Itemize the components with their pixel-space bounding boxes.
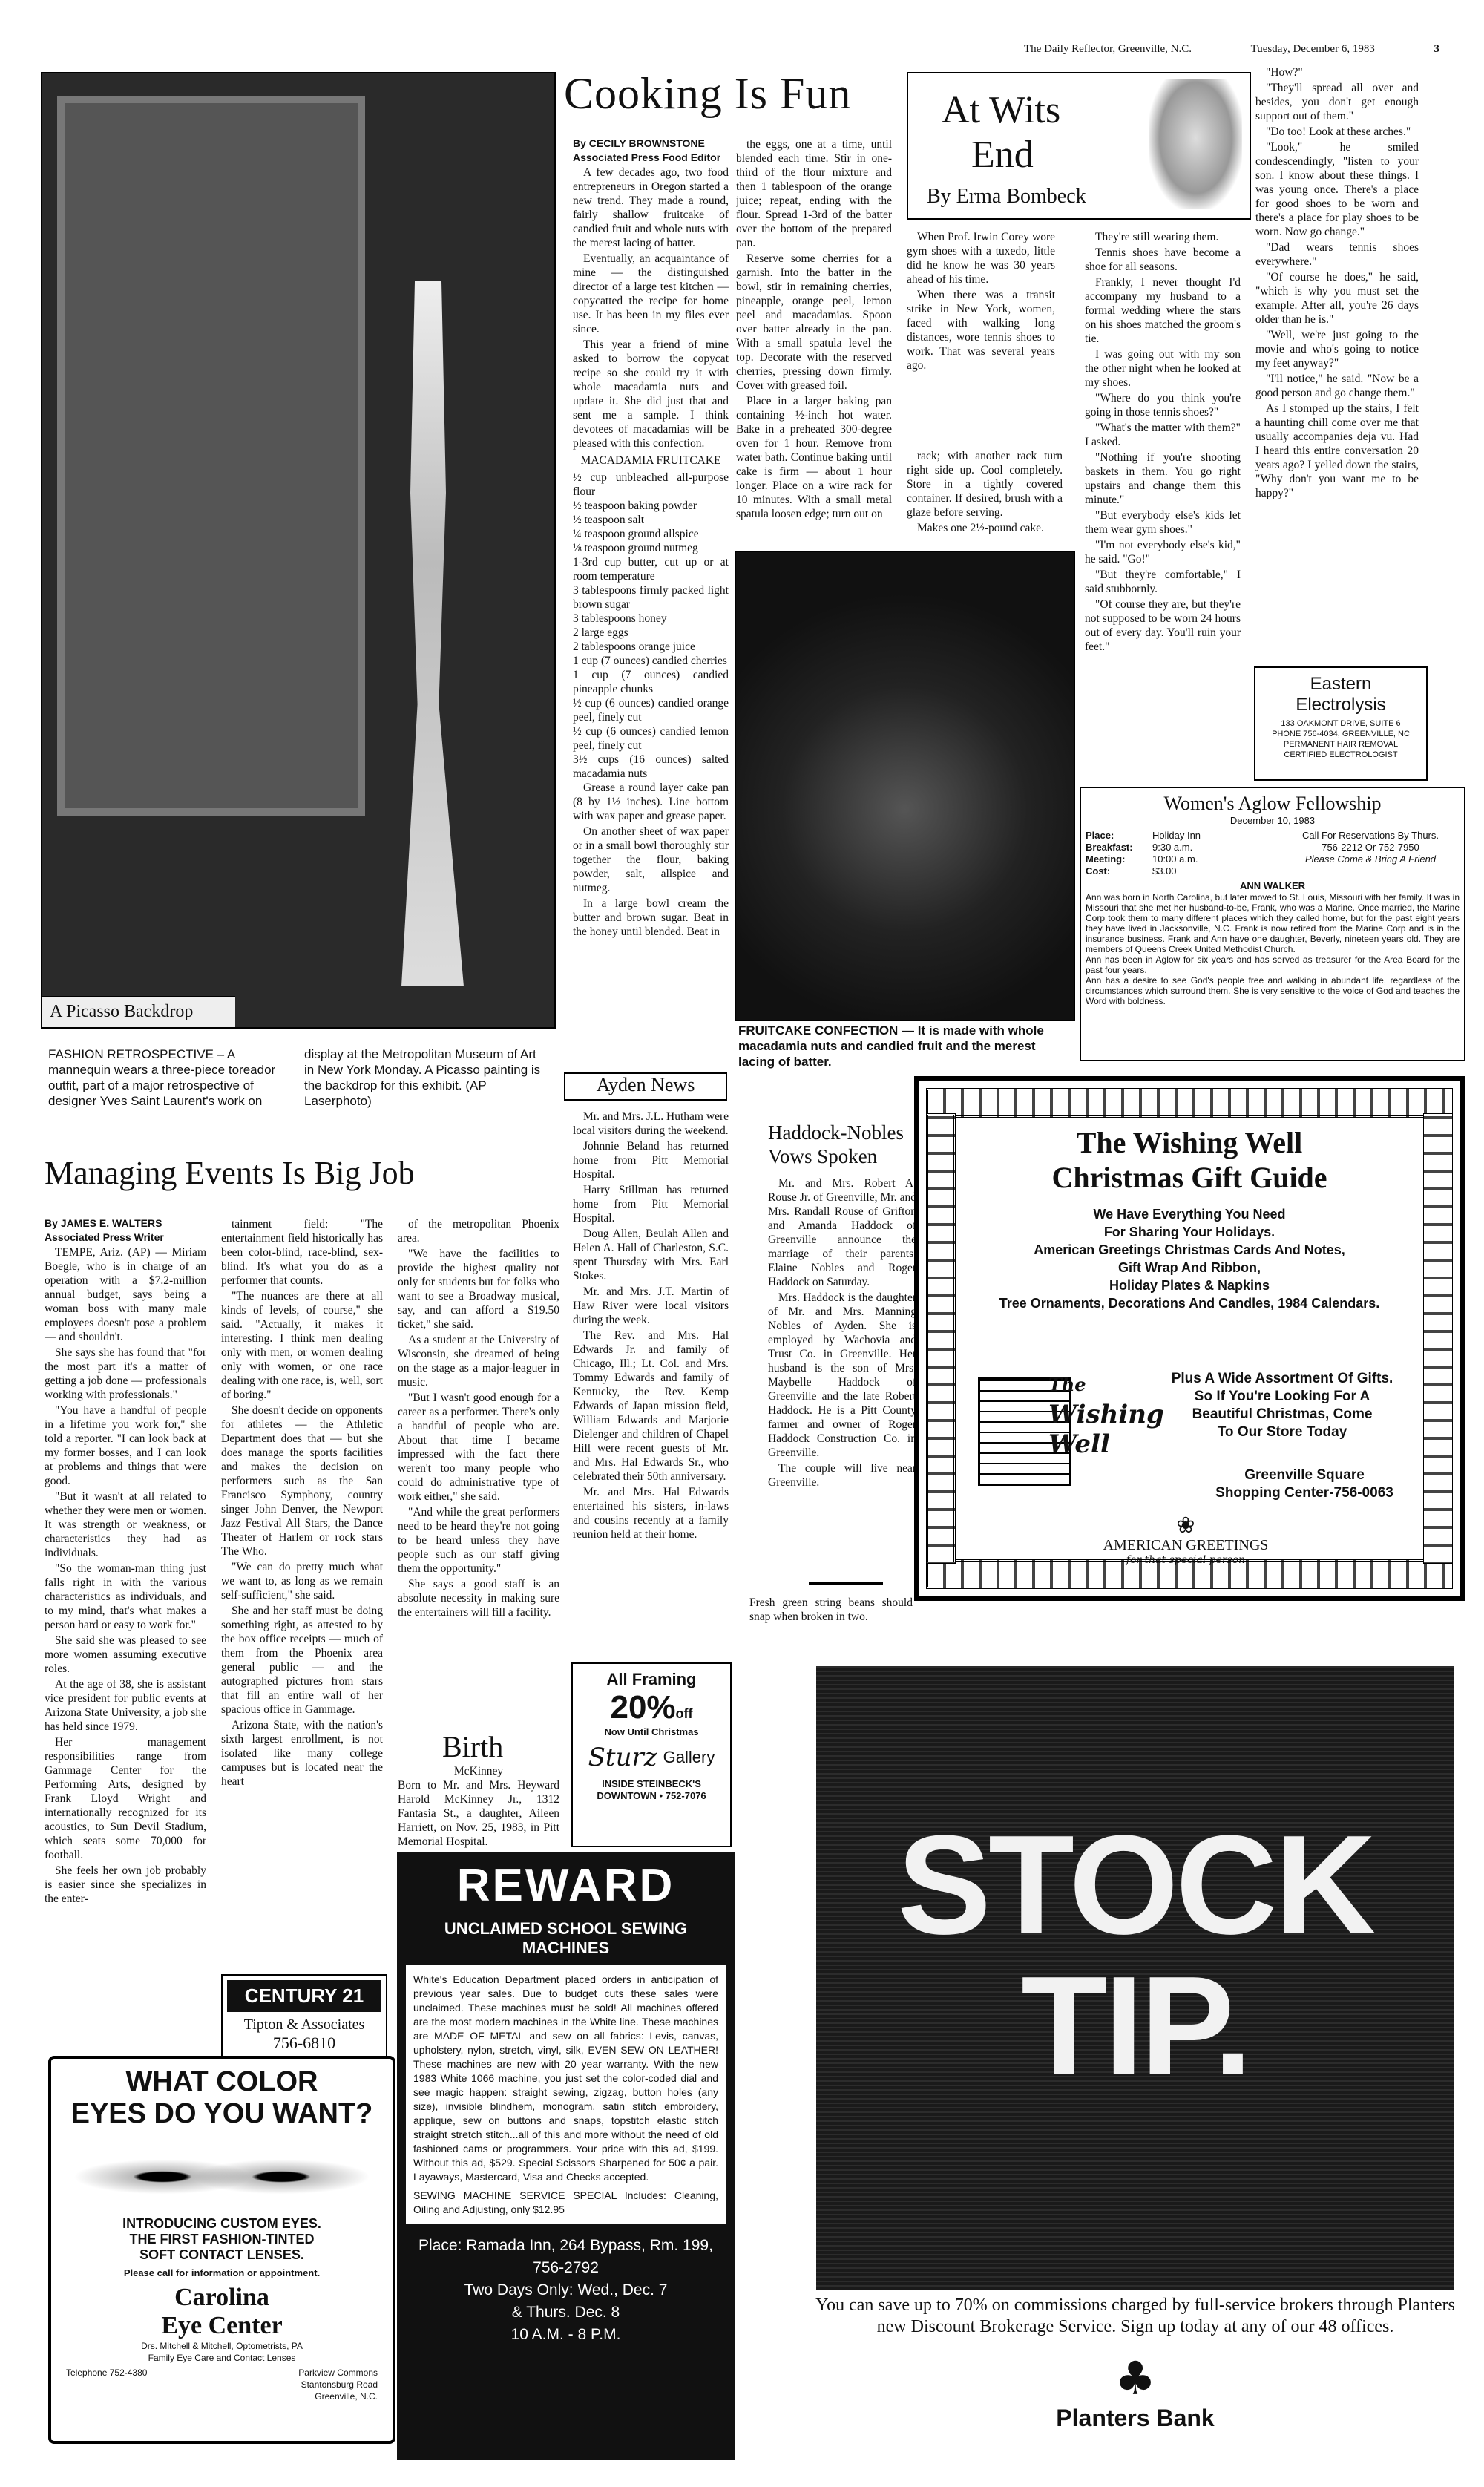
sturz-off: off xyxy=(675,1706,693,1721)
cooking-byline-title: Associated Press Food Editor xyxy=(573,151,721,163)
electrolysis-phone: PHONE 756-4034, GREENVILLE, NC xyxy=(1272,730,1410,738)
managing-col-2 xyxy=(221,1217,383,1959)
aglow-value: $3.00 xyxy=(1152,865,1177,876)
ayden-para: Mr. and Mrs. J.L. Hutham were local visitors during the weekend. xyxy=(573,1110,729,1137)
birth-notice xyxy=(398,1729,559,1849)
sturz-gallery: Gallery xyxy=(663,1748,715,1766)
managing-para: TEMPE, Ariz. (AP) — Miriam Boegle, who is in charge of an operation with a $7.2-million annual budget, says being a woman boss with many male employees doesn't pose a problem — and shouldn't. xyxy=(45,1246,206,1343)
managing-para: of the metropolitan Phoenix area. xyxy=(398,1218,559,1245)
eyes-address-line: Stantonsburg Road xyxy=(301,2379,378,2390)
bombeck-para: "Of course he does," he said, "which is why you must set the example. After all, you're 26 days older than he is." xyxy=(1255,271,1419,326)
century21-brand: CENTURY 21 xyxy=(227,1980,381,2012)
bombeck-para: "What's the matter with them?" I asked. xyxy=(1085,422,1241,448)
wishing-line: For Sharing Your Holidays. xyxy=(1103,1225,1275,1239)
bombeck-para: "Where do you think you're going in those tennis shoes?" xyxy=(1085,392,1241,419)
wishing-store xyxy=(1193,1467,1416,1502)
ingredient-list xyxy=(573,471,729,781)
ornamental-border-right xyxy=(1423,1113,1453,1564)
eyes-lenses-2: SOFT CONTACT LENSES. xyxy=(139,2247,304,2262)
ingredient: 1 cup (7 ounces) candied cherries xyxy=(573,655,727,667)
ayden-para: The Rev. and Mrs. Hal Edwards Jr. and family of Chicago, Ill.; Lt. Col. and Mrs. Tommy Edwards and family of Kentucky, the Rev. Kemp Edwards of Japan mission field, William Edwards and Marjorie Dielenger and children of Chapel Hill were recent guests of Mr. and Mrs. Hal Edwards Sr., who celebrated their 50th anniversary. xyxy=(573,1329,729,1483)
bombeck-para: "How?" xyxy=(1266,66,1303,79)
sturz-logo: Sturz xyxy=(588,1743,657,1772)
wishing-line: We Have Everything You Need xyxy=(1093,1207,1286,1222)
stock-ticker-photo xyxy=(816,1666,1454,2290)
cooking-para: Makes one 2½-pound cake. xyxy=(917,522,1044,534)
american-greetings-tagline: for that special person xyxy=(1126,1554,1246,1566)
haddock-title-1: Haddock-Nobles xyxy=(768,1121,904,1144)
ayden-para: Mr. and Mrs. Hal Edwards entertained his sisters, in-laws and cousins recently at a family reunion held at their home. xyxy=(573,1486,729,1541)
aglow-bio-para: Ann has been in Aglow for six years and has served as treasurer for the Area Board for the past four years. xyxy=(1086,954,1460,975)
cooking-para: rack; with another rack turn right side up. Cool completely. Store in a tightly covered container. If desired, brush with a glaze before serving. xyxy=(907,450,1063,519)
birth-text: Born to Mr. and Mrs. Heyward Harold McKinney Jr., 1312 Fantasia St., a daughter, Aileen Harriett, on Nov. 25, 1983, in Pitt Memorial Hospital. xyxy=(398,1779,559,1848)
cooking-para: Place in a larger baking pan containing ½-inch hot water. Bake in a preheated 300-degree oven for 1 hour. Remove from water bath. Continue baking until cake is firm — about 1 hour longer. Place on a wire rack for 10 minutes. With a small metal spatula loosen edge; turn out on xyxy=(736,395,892,520)
wishing-store-phone: Shopping Center-756-0063 xyxy=(1215,1485,1393,1501)
eyes-photo xyxy=(73,2136,370,2210)
managing-para: She says a good staff is an absolute necessity in making sure the entertainers will fill a facility. xyxy=(398,1578,559,1619)
bombeck-para: "I'm not everybody else's kid," he said. "Go!" xyxy=(1085,539,1241,566)
cooking-title: Cooking Is Fun xyxy=(564,69,852,118)
managing-byline-title: Associated Press Writer xyxy=(45,1231,164,1243)
wishing-well-logo xyxy=(978,1370,1164,1511)
bombeck-para: Tennis shoes have become a shoe for all seasons. xyxy=(1085,246,1241,273)
sturz-discount xyxy=(573,1689,730,1726)
eyes-doctors: Drs. Mitchell & Mitchell, Optometrists, PA xyxy=(141,2341,303,2351)
managing-para: She said she was pleased to see more women assuming executive roles. xyxy=(45,1634,206,1675)
cooking-byline: By CECILY BROWNSTONE xyxy=(573,137,705,149)
electrolysis-title-2: Electrolysis xyxy=(1296,695,1386,715)
reward-body: White's Education Department placed orders in anticipation of previous year sales. Due to budget cuts these sales were unclaimed. These machines must be sold! All machines offered are the most modern machines in the White line. These machines are MADE OF METAL and sew on all fabrics: Levis, canvas, upholstery, nylon, stretch, vinyl, silk, EVEN SEW ON LEATHER! These machines are new with 20 year warranty. With the new 1983 White 1066 machine, you just set the color-coded dial and see magic happen: straight sewing, zigzag, button holes (any size), invisible blindhem, monogram, satin stitch embroidery, applique, sew on buttons and snaps, topstitch elastic stitch straight stretch stitch...all of this and more without the need of old fashioned cams or programmers. Your price with this ad, $199. Without this ad, $529. Special Scissors Sharpened for 50¢ a pair. Layaways, Mastercard, Visa and Checks accepted. xyxy=(413,1973,718,2183)
picasso-caption: FASHION RETROSPECTIVE – A mannequin wears a three-piece toreador outfit, part of a major retrospective of designer Yves Saint Laurent's work on display at the Metropolitan Museum of Art in New York Monday. A Picasso painting is the backdrop for this exhibit. (AP Laserphoto) xyxy=(48,1047,541,1108)
photo-label: A Picasso Backdrop xyxy=(50,1002,194,1021)
bombeck-para: "Dad wears tennis shoes everywhere." xyxy=(1255,241,1419,268)
managing-para: "You have a handful of people in a lifetime you work for," she told a reporter. "I can look back at my former bosses, and I can look at problems and things that were good. xyxy=(45,1404,206,1487)
wishing-line: Gift Wrap And Ribbon, xyxy=(1118,1260,1261,1275)
bombeck-title-1: At Wits xyxy=(942,89,1061,131)
bombeck-para: When Prof. Irwin Corey wore gym shoes with a tuxedo, little did he know he was 30 years ahead of his time. xyxy=(907,231,1055,286)
haddock-para: Mrs. Haddock is the daughter of Mr. and Mrs. Manning Nobles of Ayden. She is employed by Wachovia and Trust Co. in Greenville. Her husband is the son of Mrs. Maybelle Haddock of Greenville and the late Robert Haddock. He is a Pitt County farmer and owner of Roger Haddock Construction Co. in Greenville. xyxy=(768,1291,916,1459)
eyes-headline-2: EYES DO YOU WANT? xyxy=(70,2098,373,2129)
stock-tip-headline xyxy=(816,1806,1454,2105)
ingredient: 2 tablespoons orange juice xyxy=(573,640,695,653)
cooking-para: In a large bowl cream the butter and brown sugar. Beat in the honey until blended. Beat in xyxy=(573,897,729,938)
sturz-line-1: All Framing xyxy=(606,1670,697,1688)
bombeck-para: "Do too! Look at these arches." xyxy=(1266,125,1411,138)
cooking-para: Grease a round layer cake pan (8 by 1½ inches). Line bottom with wax paper and grease paper. xyxy=(573,782,729,822)
eyes-headline-1: WHAT COLOR xyxy=(125,2066,318,2097)
managing-para: Arizona State, with the nation's sixth largest enrollment, is not isolated like many college campuses but is located near the heart xyxy=(221,1719,383,1788)
ingredient: ½ cup (6 ounces) candied lemon peel, finely cut xyxy=(573,725,729,752)
wishing-logo-word: Well xyxy=(1048,1429,1110,1459)
aglow-date: December 10, 1983 xyxy=(1229,815,1316,826)
fruitcake-caption: FRUITCAKE CONFECTION — It is made with whole macadamia nuts and candied fruit and the merest lacing of batter. xyxy=(738,1023,1044,1069)
managing-title: Managing Events Is Big Job xyxy=(45,1155,415,1191)
bombeck-para: "Nothing if you're shooting baskets in them. You go right upstairs and change them this minute." xyxy=(1085,451,1241,506)
paper-name: The Daily Reflector, Greenville, N.C. xyxy=(1024,43,1192,55)
wishing-line: Holiday Plates & Napkins xyxy=(1109,1278,1270,1293)
managing-para: "We can do pretty much what we want to, as long as we remain self-sufficient," she said. xyxy=(221,1561,383,1602)
bombeck-col-2 xyxy=(1085,230,1241,783)
eyes-address-line: Greenville, N.C. xyxy=(315,2391,378,2402)
page-number: 3 xyxy=(1434,43,1439,55)
ayden-title: Ayden News xyxy=(564,1072,727,1101)
century21-name: Tipton & Associates xyxy=(243,2016,365,2033)
aglow-speaker: ANN WALKER xyxy=(1239,880,1306,891)
aglow-bio xyxy=(1086,892,1460,1006)
aglow-value: Holiday Inn xyxy=(1152,830,1201,841)
managing-para: tainment field: "The entertainment field historically has been color-blind, race-blind, sex-blind. It's what you do as a performer that counts. xyxy=(221,1218,383,1287)
ingredient: 3 tablespoons honey xyxy=(573,612,667,625)
wishing-line: American Greetings Christmas Cards And Notes, xyxy=(1034,1242,1345,1257)
ingredient: 1-3rd cup butter, cut up or at room temperature xyxy=(573,556,729,583)
stock-headline-2: TIP. xyxy=(1021,1947,1250,2105)
managing-col-3 xyxy=(398,1217,559,1718)
aglow-value: 9:30 a.m. xyxy=(1152,842,1193,853)
bombeck-para: "Of course they are, but they're not supposed to be worn 24 hours out of every day. You'll ruin your feet." xyxy=(1085,598,1241,653)
sturz-percent: 20% xyxy=(610,1689,676,1726)
sturz-location-2: DOWNTOWN • 752-7076 xyxy=(597,1790,706,1801)
managing-para: She says she has found that "for the most part it's a matter of getting a job done — professionals working with professionals." xyxy=(45,1346,206,1401)
wishing-plus-line: Plus A Wide Assortment Of Gifts. xyxy=(1171,1371,1393,1386)
wishing-title-1: The Wishing Well xyxy=(1076,1126,1303,1159)
managing-para: She doesn't decide on opponents for athletes — the Athletic Department does that — but she does manage the sports facilities and makes the decision on performers such as the San Francisco Symphony, country singer John Denver, the Newport Jazz Festival All Stars, the Dance Theater of Harlem or rock stars The Who. xyxy=(221,1404,383,1558)
bombeck-para: "I'll notice," he said. "Now be a good person and go change them." xyxy=(1255,373,1419,399)
haddock-title xyxy=(768,1121,904,1168)
rose-icon: ❀ xyxy=(1176,1513,1195,1539)
eyes-phone: Telephone 752-4380 xyxy=(66,2368,148,2378)
ornamental-border-left xyxy=(926,1113,956,1564)
managing-para: "We have the facilities to provide the highest quality not only for students but for folks who want to see a Broadway musical, say, and can afford a $19.50 ticket," she said. xyxy=(398,1248,559,1331)
aglow-key: Cost: xyxy=(1086,865,1111,876)
planters-brand: Planters Bank xyxy=(1056,2405,1215,2431)
cooking-para: the eggs, one at a time, until blended each time. Stir in one-third of the flour mixture and then 1 tablespoon of the orange juice; repeat, ending with the flour. Spread 1-3rd of the batter over the bottom of the prepared pan. xyxy=(736,138,892,249)
planters-logo xyxy=(1002,2353,1269,2432)
bombeck-col-3 xyxy=(1255,65,1419,659)
managing-para: "The nuances are there at all kinds of levels, of course," she said. "Actually, it makes it interesting. I think men dealing only with men, or women dealing only with women, or one race dealing with one race, is, well, sort of boring." xyxy=(221,1290,383,1401)
reward-details xyxy=(406,2235,726,2346)
managing-byline: By JAMES E. WALTERS xyxy=(45,1217,162,1229)
managing-col-1 xyxy=(45,1217,206,2056)
managing-para: Her management responsibilities range from Gammage Center for the Performing Arts, designed by Frank Lloyd Wright and internationally recognized for its acoustics, to Sun Devil Stadium, which seats some 70,000 for football. xyxy=(45,1736,206,1861)
ingredient: ½ cup (6 ounces) candied orange peel, finely cut xyxy=(573,697,729,724)
birth-title: Birth xyxy=(442,1730,504,1763)
birth-name: McKinney xyxy=(453,1765,504,1777)
haddock-para: Mr. and Mrs. Robert A. Rouse Jr. of Greenville, Mr. and Mrs. Randall Rouse of Grifton and Amanda Haddock of Greenville announce the marriage of their parents, Elaine Nobles and Roger Haddock on Saturday. xyxy=(768,1177,916,1288)
ingredient: 3 tablespoons firmly packed light brown sugar xyxy=(573,584,729,611)
picasso-photo xyxy=(41,72,556,1029)
ingredient: ½ cup unbleached all-purpose flour xyxy=(573,471,729,498)
eyes-brand-2: Eye Center xyxy=(161,2312,283,2339)
cooking-para: A few decades ago, two food entrepreneurs in Oregon started a new trend. They made a round, fairly shallow fruitcake of candied fruit and whole nuts with the merest lacing of batter. xyxy=(573,166,729,249)
ingredient: ½ teaspoon baking powder xyxy=(573,499,697,512)
bombeck-para: As I stomped up the stairs, I felt a haunting chill come over me that usually accompanies deja vu. Had I heard this entire conversation 20 years ago? I yelled down the stairs, "Why don't you want me to be happy?" xyxy=(1255,402,1419,499)
aglow-reservation-line: Call For Reservations By Thurs. xyxy=(1302,830,1439,841)
fruitcake-photo xyxy=(735,551,1075,1021)
cooking-col-3 xyxy=(907,449,1063,545)
haddock-title-2: Vows Spoken xyxy=(768,1145,878,1167)
eyes-care: Family Eye Care and Contact Lenses xyxy=(148,2353,296,2363)
wishing-plus-line: Beautiful Christmas, Come xyxy=(1192,1406,1373,1422)
aglow-key: Breakfast: xyxy=(1086,842,1133,853)
wishing-plus-line: To Our Store Today xyxy=(1217,1424,1347,1440)
cooking-para: Eventually, an acquaintance of mine — the distinguished director of a large test kitchen — copycatted the recipe for home use. It has been in my files ever since. xyxy=(573,252,729,335)
bombeck-para: "Well, we're just going to the movie and who's going to notice my feet anyway?" xyxy=(1255,329,1419,370)
ingredient: ¼ teaspoon ground allspice xyxy=(573,528,699,540)
bombeck-portrait xyxy=(1149,79,1242,209)
reward-subtitle: UNCLAIMED SCHOOL SEWING MACHINES xyxy=(444,1919,688,1957)
ayden-para: Mr. and Mrs. J.T. Martin of Haw River were local visitors during the week. xyxy=(573,1285,729,1326)
century21-phone: 756-6810 xyxy=(272,2034,336,2052)
mannequin-figure xyxy=(384,281,473,986)
eye-center-ad xyxy=(48,2056,395,2444)
bombeck-para: They're still wearing them. xyxy=(1095,231,1219,243)
stock-headline-1: STOCK xyxy=(897,1806,1373,1964)
string-bean-tip: Fresh green string beans should snap when broken in two. xyxy=(749,1596,913,1623)
eyes-address xyxy=(298,2367,378,2402)
electrolysis-cert: CERTIFIED ELECTROLOGIST xyxy=(1284,750,1398,759)
eyes-call: Please call for information or appointment. xyxy=(123,2267,321,2278)
aglow-details xyxy=(1086,830,1264,877)
reward-days-2: & Thurs. Dec. 8 xyxy=(511,2304,620,2321)
eyes-brand-1: Carolina xyxy=(174,2284,269,2311)
sturz-location: INSIDE STEINBECK'S xyxy=(602,1778,701,1789)
aglow-bring: Please Come & Bring A Friend xyxy=(1304,853,1437,865)
reward-body-box xyxy=(406,1965,726,2224)
aglow-bio-para: Ann was born in North Carolina, but later moved to St. Louis, Missouri with her family. It was in Missouri that she met her husband-to-be, Frank, who was a Marine. Once married, the Marine Corp took them to many different places which they called home, but for the past eight years they have lived in Jacksonville, N.C. Frank is now retired from the Marine Corp and is in the insurance business. Frank and Ann have one daughter, Beverly, nineteen years old. They are members of Queens Creek United Methodist Church. xyxy=(1086,892,1460,954)
eyes-lenses-1: THE FIRST FASHION-TINTED xyxy=(129,2232,315,2247)
reward-hours: 10 A.M. - 8 P.M. xyxy=(510,2326,621,2343)
sturz-ad xyxy=(571,1662,732,1847)
bombeck-para: "But everybody else's kids let them wear gym shoes." xyxy=(1085,509,1241,536)
haddock-col xyxy=(768,1176,916,1562)
american-greetings-logo xyxy=(1097,1515,1275,1566)
reward-title: REWARD xyxy=(456,1860,675,1911)
aglow-reservations xyxy=(1281,830,1460,877)
ayden-para: Doug Allen, Beulah Allen and Helen A. Hall of Charleston, S.C. spent Thursday with Mrs. Earl Stokes. xyxy=(573,1228,729,1282)
reward-place: Place: Ramada Inn, 264 Bypass, Rm. 199, xyxy=(418,2237,713,2254)
divider xyxy=(809,1582,883,1585)
wishing-logo-word: Wishing xyxy=(1048,1400,1164,1429)
bombeck-para: Frankly, I never thought I'd accompany my husband to a formal wedding where the stars on his shoes matched the groom's tie. xyxy=(1085,276,1241,345)
managing-para: "But it wasn't at all related to whether they were men or women. It was strength or weakness, or characteristics they had as individuals. xyxy=(45,1490,206,1559)
aglow-ad xyxy=(1080,787,1465,1061)
ornamental-border-top xyxy=(926,1088,1453,1118)
bombeck-para: "They'll spread all over and besides, you don't get enough support out of them." xyxy=(1255,82,1419,122)
ingredient: ½ teaspoon salt xyxy=(573,514,644,526)
managing-para: "So the woman-man thing just falls right in with the various characteristics as individuals, and to my mind, that's what makes a person hard or easy to work for." xyxy=(45,1562,206,1631)
wishing-plus xyxy=(1156,1370,1408,1441)
ayden-para: Harry Stillman has returned home from Pitt Memorial Hospital. xyxy=(573,1184,729,1225)
aglow-key: Place: xyxy=(1086,830,1114,841)
wishing-title-2: Christmas Gift Guide xyxy=(1051,1161,1327,1194)
electrolysis-ad xyxy=(1254,666,1428,781)
issue-date: Tuesday, December 6, 1983 xyxy=(1250,43,1375,55)
wishing-plus-line: So If You're Looking For A xyxy=(1194,1389,1370,1404)
bombeck-para: When there was a transit strike in New York, women, faced with walking long distances, wore tennis shoes to work. That was several years ago. xyxy=(907,289,1055,372)
ingredient: ⅛ teaspoon ground nutmeg xyxy=(573,542,698,554)
ingredient: 1 cup (7 ounces) candied pineapple chunks xyxy=(573,669,729,695)
wishing-content xyxy=(959,1125,1419,1312)
bombeck-header xyxy=(907,72,1251,220)
electrolysis-address: 133 OAKMONT DRIVE, SUITE 6 xyxy=(1281,719,1401,728)
wishing-logo-word: The xyxy=(1048,1374,1086,1395)
bombeck-col-1 xyxy=(907,230,1055,453)
managing-para: She feels her own job probably is easier since she specializes in the enter- xyxy=(45,1864,206,1905)
painting-frame xyxy=(57,96,365,816)
bombeck-title-2: End xyxy=(971,134,1034,176)
reward-ad xyxy=(397,1852,735,2460)
american-greetings-name: AMERICAN GREETINGS xyxy=(1103,1537,1269,1553)
electrolysis-service: PERMANENT HAIR REMOVAL xyxy=(1283,740,1399,749)
managing-para: As a student at the University of Wisconsin, she dreamed of being on the stage as a major-leaguer in music. xyxy=(398,1334,559,1389)
wishing-store-name: Greenville Square xyxy=(1244,1467,1365,1483)
page-header xyxy=(1024,43,1439,56)
wishing-lines xyxy=(959,1205,1419,1312)
century21-ad xyxy=(221,1974,387,2059)
cooking-col-1 xyxy=(573,137,729,1080)
bombeck-para: I was going out with my son the other night when he looked at my shoes. xyxy=(1085,348,1241,389)
electrolysis-title-1: Eastern xyxy=(1310,674,1372,694)
managing-para: "But I wasn't good enough for a career as a performer. There's only a handful of people who are. About that time I became impressed with the fact there weren't too many people who could do administrative type of work either," she said. xyxy=(398,1392,559,1503)
aglow-key: Meeting: xyxy=(1086,853,1126,865)
sturz-until: Now Until Christmas xyxy=(604,1726,699,1737)
managing-para: "And while the great performers need to be heard they're not going to be heard unless they have people such as our staff giving them the opportunity." xyxy=(398,1506,559,1575)
bombeck-para: "But they're comfortable," I said stubbornly. xyxy=(1085,568,1241,595)
eyes-intro: INTRODUCING CUSTOM EYES. xyxy=(122,2216,321,2231)
leaf-icon: ♣ xyxy=(1114,2351,1156,2405)
recipe-title: MACADAMIA FRUITCAKE xyxy=(580,454,721,467)
photo-label-box xyxy=(42,996,235,1027)
cooking-para: On another sheet of wax paper or in a small bowl thoroughly stir together the flour, baking powder, salt, allspice and nutmeg. xyxy=(573,825,729,894)
aglow-bio-para: Ann has a desire to see God's people free and walking in abundant life, regardless of the circumstances which surround them. She is very sensitive to the voice of God and teaches the Word with boldness. xyxy=(1086,975,1460,1006)
cooking-col-2 xyxy=(736,137,892,542)
reward-special: SEWING MACHINE SERVICE SPECIAL Includes: Cleaning, Oiling and Adjusting, only $12.95 xyxy=(413,2189,718,2215)
eyes-address-line: Parkview Commons xyxy=(298,2368,378,2378)
wishing-well-ad xyxy=(914,1076,1465,1601)
wishing-logo-text xyxy=(1048,1370,1164,1459)
bombeck-para: "Look," he smiled condescendingly, "listen to your son. I know about these things. I was young once. There's a place for good shoes to be worn and there's a place for play shoes to be worn. Now go change." xyxy=(1255,141,1419,238)
aglow-title: Women's Aglow Fellowship xyxy=(1163,793,1382,814)
managing-para: At the age of 38, she is assistant vice president for public events at Arizona State University, a job she has held since 1979. xyxy=(45,1678,206,1733)
aglow-phones: 756-2212 Or 752-7950 xyxy=(1322,842,1419,853)
wishing-line: Tree Ornaments, Decorations And Candles, 1984 Calendars. xyxy=(999,1296,1380,1311)
planters-body: You can save up to 70% on commissions charged by full-service brokers through Planters new Discount Brokerage Service. Sign up today at any of our 48 offices. xyxy=(815,2296,1455,2336)
aglow-value: 10:00 a.m. xyxy=(1152,853,1198,865)
cooking-para: Reserve some cherries for a garnish. Into the batter in the bowl, stir in remaining cherries, pineapple, orange peel, lemon peel and macadamias. Spoon over batter already in the pan. With a small spatula level the top. Decorate with the reserved cherries, pressing down firmly. Cover with greased foil. xyxy=(736,252,892,392)
ingredient: 3½ cups (16 ounces) salted macadamia nuts xyxy=(573,753,729,780)
cooking-para: This year a friend of mine asked to borrow the copycat recipe so she could try it with whole macadamia nuts and update it. She did just that and sent me a sample. I think devotees of macadamias will be pleased with this confection. xyxy=(573,338,729,450)
ayden-col xyxy=(573,1110,729,1659)
reward-phone: 756-2792 xyxy=(533,2259,599,2276)
ingredient: 2 large eggs xyxy=(573,626,628,639)
ayden-para: Johnnie Beland has returned home from Pitt Memorial Hospital. xyxy=(573,1140,729,1181)
reward-days-1: Two Days Only: Wed., Dec. 7 xyxy=(464,2281,668,2298)
managing-para: She and her staff must be doing something right, as attested to by the box office receipts — much of them from the Phoenix area general public — and the autographed pictures from stars that fill an entire wall of her spacious office in Gammage. xyxy=(221,1605,383,1716)
bombeck-byline: By Erma Bombeck xyxy=(927,185,1086,208)
eyes-footer xyxy=(51,2364,393,2405)
haddock-para: The couple will live near Greenville. xyxy=(768,1462,916,1489)
